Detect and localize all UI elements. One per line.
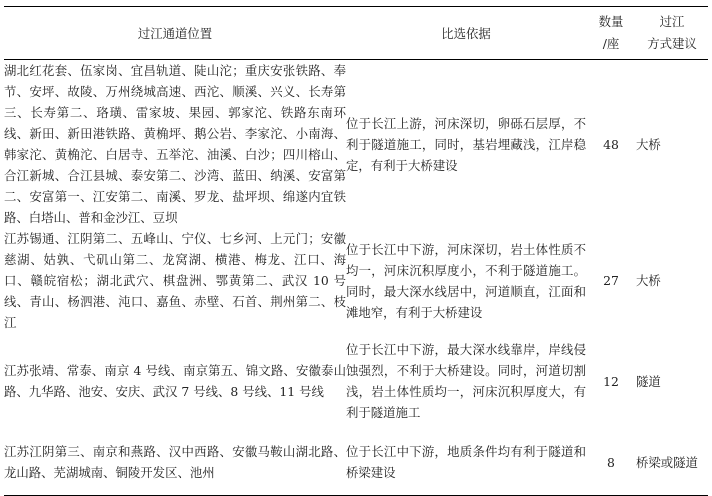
table-row (4, 333, 708, 429)
header-count-line1: 数量 (598, 14, 624, 29)
header-mode-line1: 过江 (659, 14, 685, 29)
table-row (4, 228, 708, 333)
table-body (4, 60, 708, 496)
cell-count: 12 (603, 373, 619, 389)
cell-location: 湖北红花套、伍家岗、宜昌轨道、陡山沱；重庆安张铁路、奉节、安坪、故陵、万州绕城高速、西沱、顺溪、兴义、长寿第三、长寿第二、珞璜、雷家坡、果园、郭家沱、铁路东南环线、新田、新田港铁路、黄桷坪、鹅公岩、李家沱、小南海、韩家沱、黄桷沱、白居寺、五举沱、油溪、白沙；四川榕山、合江新城、合江县城、泰安第二、沙湾、蓝田、纳溪、安富第二、安富第一、江安第二、南溪、罗龙、盐坪坝、绵遂内宜铁路、白塔山、普和金沙江、豆坝 (4, 63, 346, 225)
table-header (4, 7, 708, 60)
cell-location: 江苏锡通、江阴第二、五峰山、宁仪、七乡河、上元门；安徽慈湖、姑孰、弋矶山第二、龙窝湖、横港、梅龙、江口、海口、赣皖宿松；湖北武穴、棋盘洲、鄂黄第二、武汉 10 号线、青山、杨泗港、沌口、嘉鱼、赤壁、石首、荆州第二、枝江 (4, 231, 346, 330)
cell-location: 江苏张靖、常泰、南京 4 号线、南京第五、锦文路、安徽泰山路、九华路、池安、安庆、武汉 7 号线、8 号线、11 号线 (4, 363, 346, 399)
cell-basis: 位于长江上游，河床深切，卵砾石层厚，不利于隧道施工，同时，基岩埋藏浅，江岸稳定，有利于大桥建设 (346, 115, 586, 173)
header-row (4, 7, 708, 60)
table-row (4, 429, 708, 496)
cell-mode: 桥梁或隧道 (636, 454, 698, 470)
table-row (4, 60, 708, 229)
cell-basis: 位于长江中下游，河床深切，岩土体性质不均一，河床沉积厚度小，不利于隧道施工。同时，最大深水线居中，河道顺直，江面和滩地窄，有利于大桥建设 (346, 241, 586, 320)
cell-location: 江苏江阴第三、南京和燕路、汉中西路、安徽马鞍山湖北路、龙山路、芜湖城南、铜陵开发区、池州 (4, 444, 346, 480)
cell-mode: 大桥 (636, 273, 661, 288)
cell-basis: 位于长江中下游，地质条件均有利于隧道和桥梁建设 (346, 444, 586, 480)
cell-mode: 隧道 (636, 373, 661, 389)
river-crossing-table (4, 6, 708, 496)
header-count (586, 7, 636, 60)
header-count-line2: /座 (602, 36, 620, 51)
cell-count: 48 (603, 136, 619, 152)
cell-count: 27 (603, 273, 619, 288)
cell-count: 8 (607, 454, 615, 470)
cell-basis: 位于长江中下游，最大深水线靠岸，岸线侵蚀强烈，不利于大桥建设。同时，河道切割浅，岩土体性质均一，河床沉积厚度大，有利于隧道施工 (346, 342, 586, 420)
header-basis: 比选依据 (441, 25, 491, 41)
header-location: 过江通道位置 (137, 25, 213, 41)
header-mode-line2: 方式建议 (647, 36, 697, 51)
header-mode (636, 7, 708, 60)
cell-mode: 大桥 (636, 136, 661, 152)
